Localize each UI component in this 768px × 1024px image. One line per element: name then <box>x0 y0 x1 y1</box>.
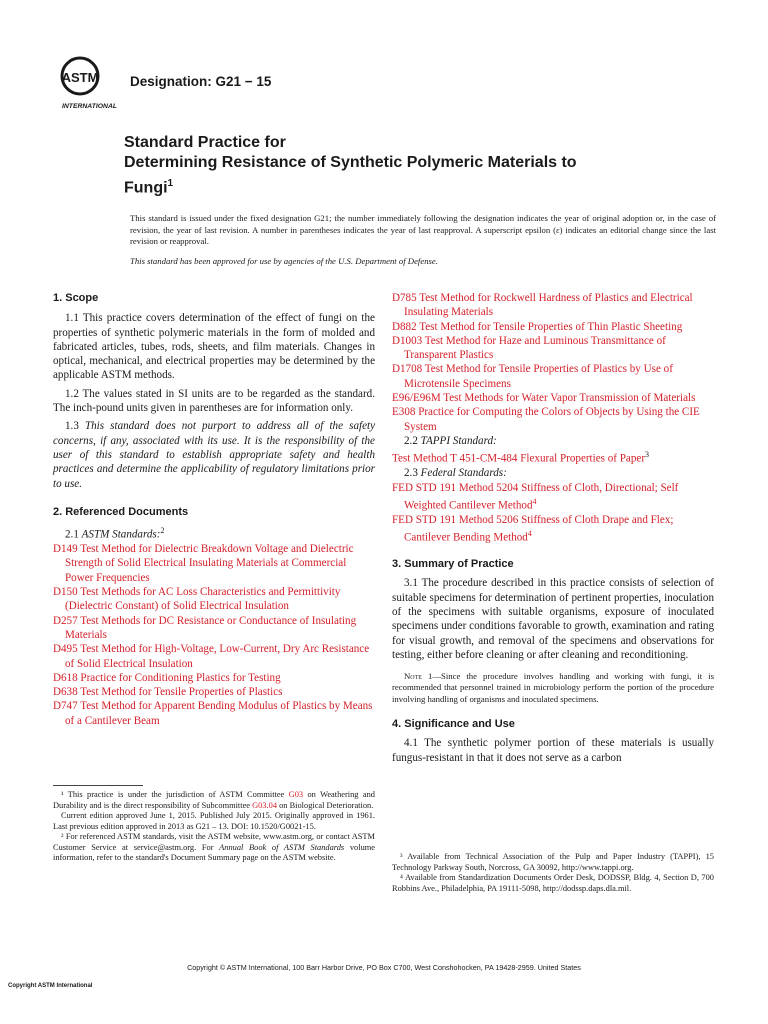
astm-ref-left-1[interactable] <box>53 585 375 614</box>
tappi-label: 2.2 TAPPI Standard: <box>404 434 497 447</box>
astm-refs-left <box>53 542 375 728</box>
ref-title[interactable]: Practice for Conditioning Plastics for Testing <box>77 671 281 684</box>
astm-logo <box>58 54 122 112</box>
ref-title[interactable]: Test Method for Dielectric Breakdown Voltage and Dielectric Strength of Solid Electrical Insulating Materials at Commercial Power Frequencies <box>65 543 354 584</box>
ref-code[interactable]: D149 <box>53 543 78 556</box>
astm-ref-right-4[interactable] <box>392 391 714 405</box>
astm-refs-right <box>392 291 714 434</box>
title-line-2: Determining Resistance of Synthetic Polymeric Materials to <box>124 154 577 171</box>
scope-p1: 1.1 This practice covers determination of the effect of fungi on the properties of synthetic polymeric materials in the form of molded and fabricated articles, tubes, rods, sheets, and film materials. Changes in optical, mechanical, and electrical properties may be determined by the applicable ASTM methods. <box>53 312 375 382</box>
ref-code[interactable]: D257 <box>53 614 78 627</box>
logo-subtext: INTERNATIONAL <box>62 103 117 110</box>
ref-title[interactable]: Test Methods for AC Loss Characteristics and Permittivity (Dielectric Constant) of Solid Electrical Insulation <box>65 586 341 613</box>
footnote-4: ⁴ Available from Standardization Documents Order Desk, DODSSP, Bldg. 4, Section D, 700 Robbins Ave., Philadelphia, PA 19111-5098, http://dodssp.daps.dla.mil. <box>392 873 714 893</box>
astm-ref-left-3[interactable] <box>53 642 375 671</box>
refdocs-heading: 2. Referenced Documents <box>53 505 189 518</box>
ref-code[interactable]: D747 <box>53 700 78 713</box>
right-column <box>392 291 714 765</box>
ref-title[interactable]: Test Method for Tensile Properties of Plastics by Use of Microtensile Specimens <box>404 363 673 390</box>
footer-copyright: Copyright © ASTM International, 100 Barr Harbor Drive, PO Box C700, West Conshohocken, PA 19428-2959. United States <box>187 963 581 972</box>
ref-title[interactable]: Test Method for High-Voltage, Low-Current, Dry Arc Resistance of Solid Electrical Insulation <box>65 643 370 670</box>
designation: Designation: G21 − 15 <box>130 74 272 89</box>
federal-label: 2.3 Federal Standards: <box>404 467 507 480</box>
approved-note: This standard has been approved for use by agencies of the U.S. Department of Defense. <box>130 256 438 266</box>
astm-ref-left-5[interactable] <box>53 685 375 699</box>
footer-bottom: Copyright ASTM International <box>8 983 93 989</box>
ref-title[interactable]: Practice for Computing the Colors of Objects by Using the CIE System <box>404 406 700 433</box>
astm-ref-right-3[interactable] <box>392 362 714 391</box>
scope-p2: 1.2 The values stated in SI units are to be regarded as the standard. The inch-pound units given in parentheses are for information only. <box>53 387 375 415</box>
intro-paragraph: This standard is issued under the fixed designation G21; the number immediately following the designation indicates the year of original adoption or, in the case of revision, the year of last revision. A number in parentheses indicates the year of last reapproval. A superscript epsilon (ε) indicates an editorial change since the last revision or reapproval. <box>130 213 716 246</box>
footnote-3: ³ Available from Technical Association of the Pulp and Paper Industry (TAPPI), 15 Technology Parkway South, Norcross, GA 30092, http://www.tappi.org. <box>392 852 714 872</box>
ref-code[interactable]: D638 <box>53 686 78 699</box>
ref-code[interactable]: E96/E96M <box>392 392 441 405</box>
ref-title[interactable]: Test Method for Apparent Bending Modulus of Plastics by Means of a Cantilever Beam <box>65 700 373 727</box>
ref-code[interactable]: D1003 <box>392 334 423 347</box>
summary-heading: 3. Summary of Practice <box>392 558 514 571</box>
ref-code[interactable]: E308 <box>392 406 416 419</box>
ref-title[interactable]: Test Method for Haze and Luminous Transmittance of Transparent Plastics <box>404 334 666 362</box>
ref-code[interactable]: D1708 <box>392 363 423 376</box>
scope-heading: 1. Scope <box>53 292 99 304</box>
footnotes-right <box>392 852 714 894</box>
astm-ref-left-4[interactable] <box>53 671 375 685</box>
link-g03[interactable]: G03 <box>288 790 304 799</box>
ref-title[interactable]: Test Method for Tensile Properties of Plastics <box>77 686 283 699</box>
note-1: Note 1—Since the procedure involves handling and working with fungi, it is recommended that personnel trained in microbiology perform the portion of the procedure involving handling of organisms and inoculated specimens. <box>392 671 715 704</box>
footnote-2: ² For referenced ASTM standards, visit the ASTM website, www.astm.org, or contact ASTM Customer Service at service@astm.org. For Annual Book of ASTM Standards volume information, refer to the standard's Document Summary page on the ASTM website. <box>53 832 375 862</box>
ref-title[interactable]: Test Method for Tensile Properties of Thin Plastic Sheeting <box>416 320 683 333</box>
ref-code[interactable]: D150 <box>53 586 78 599</box>
astm-ref-right-5[interactable] <box>392 405 714 434</box>
title-line-3: Fungi$^1$ <box>124 178 174 197</box>
fed-ref-5206[interactable]: FED STD 191 Method 5206 Stiffness of Cloth Drape and Flex; Cantilever Bending Method$^4$ <box>392 513 674 544</box>
astm-ref-right-0[interactable] <box>392 291 714 320</box>
astm-ref-left-2[interactable] <box>53 614 375 643</box>
fed-ref-5204[interactable]: FED STD 191 Method 5204 Stiffness of Cloth, Directional; Self Weighted Cantilever Method$^4$ <box>392 481 679 512</box>
footnotes-left <box>53 790 375 864</box>
ref-title[interactable]: Test Method for Rockwell Hardness of Plastics and Electrical Insulating Materials <box>404 292 693 319</box>
ref-title[interactable]: Test Methods for DC Resistance or Conductance of Insulating Materials <box>65 614 357 641</box>
ref-code[interactable]: D618 <box>53 671 78 684</box>
link-g0304[interactable]: G03.04 <box>252 800 278 810</box>
title-line-1: Standard Practice for <box>124 134 286 151</box>
footnote-1: ¹ This practice is under the jurisdiction of ASTM Committee G03 on Weathering and Durability and is the direct responsibility of Subcommittee G03.04 on Biological Deterioration. <box>53 790 375 810</box>
tappi-ref[interactable]: Test Method T 451-CM-484 Flexural Properties of Paper$^3$ <box>392 450 650 465</box>
astm-ref-left-0[interactable] <box>53 542 375 585</box>
ref-code[interactable]: D495 <box>53 643 78 656</box>
astm-ref-right-1[interactable] <box>392 320 714 334</box>
logo-text: ASTM <box>61 70 99 85</box>
footnote-rule <box>53 785 143 786</box>
footnote-1b: Current edition approved June 1, 2015. Published July 2015. Originally approved in 1961. Last previous edition approved in 2013 as G21 – 13. DOI: 10.1520/G0021-15. <box>53 811 375 831</box>
left-column <box>53 291 375 728</box>
significance-p1: 4.1 The synthetic polymer portion of these materials is usually fungus-resistant in that it does not serve as a carbon <box>392 737 714 764</box>
ref-code[interactable]: D785 <box>392 292 417 304</box>
astm-ref-left-6[interactable] <box>53 699 375 728</box>
significance-heading: 4. Significance and Use <box>392 718 515 731</box>
astm-standards-label: 2.1 ASTM Standards:$^2$ <box>65 526 165 541</box>
document-title <box>124 133 704 198</box>
scope-p3: 1.3 This standard does not purport to address all of the safety concerns, if any, associated with its use. It is the responsibility of the user of this standard to establish appropriate safety and health practices and determine the applicability of regulatory limitations prior to use. <box>53 420 376 490</box>
summary-p1: 3.1 The procedure described in this practice consists of selection of suitable specimens for determination of pertinent properties, inoculation of the specimens with suitable organisms, exposure of inoculated specimens under conditions favorable to growth, examination and rating for visual growth, and removal of the specimens and observations for testing, either before cleaning or after cleaning and reconditioning. <box>392 577 714 661</box>
ref-title[interactable]: Test Methods for Water Vapor Transmission of Materials <box>440 392 696 405</box>
astm-ref-right-2[interactable] <box>392 334 714 363</box>
ref-code[interactable]: D882 <box>392 320 417 333</box>
astm-logo-icon <box>58 54 122 112</box>
